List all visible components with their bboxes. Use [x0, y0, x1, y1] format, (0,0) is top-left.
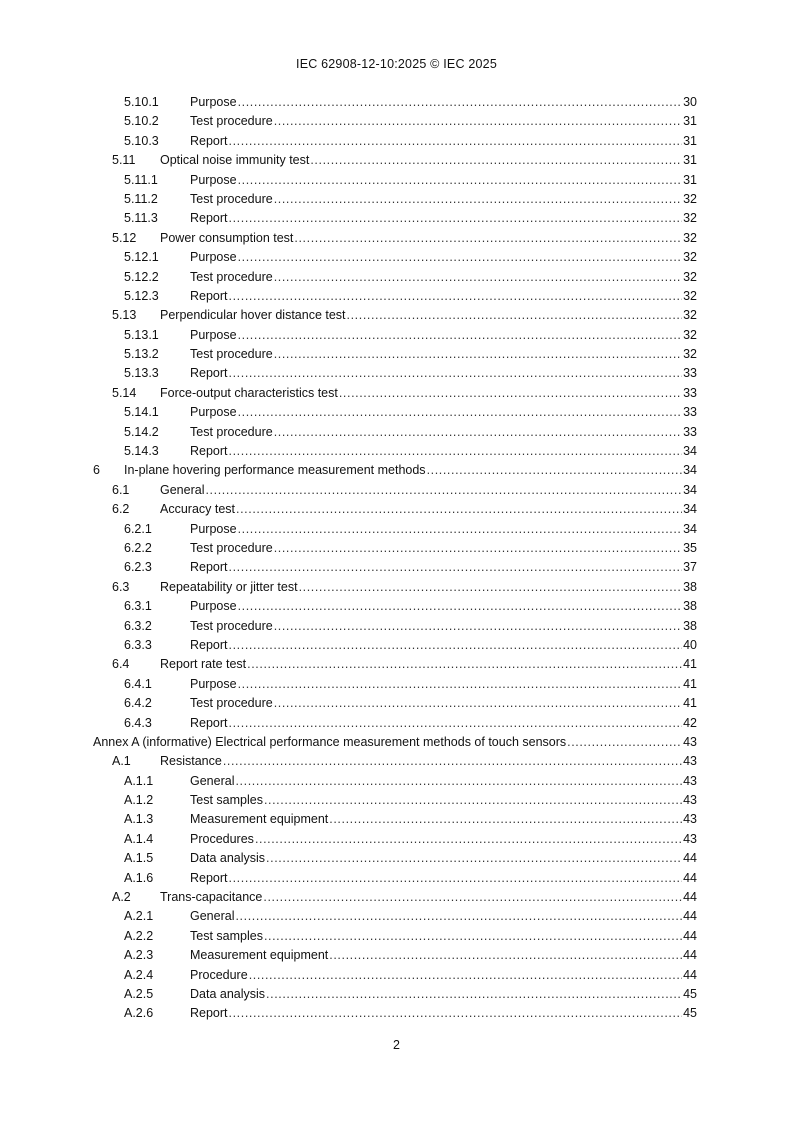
toc-entry-title: Report rate test [160, 657, 247, 672]
dot-leader [229, 442, 683, 461]
toc-entry-page: 43 [683, 793, 697, 808]
toc-entry-number: 6.1 [112, 482, 130, 497]
toc-entry-number: 6.4 [112, 657, 130, 672]
toc-entry[interactable] [0, 520, 793, 539]
toc-entry-page: 34 [683, 482, 697, 497]
toc-entry[interactable] [0, 539, 793, 558]
toc-entry-number: 6.4.1 [124, 676, 152, 691]
toc-entry[interactable] [0, 733, 793, 752]
toc-entry-title: Purpose [190, 250, 237, 265]
toc-entry-number: 6 [93, 463, 100, 478]
toc-entry-number: 6.4.2 [124, 696, 152, 711]
toc-entry-title: Annex A (informative) Electrical performance measurement methods of touch sensors [93, 734, 567, 749]
toc-entry[interactable] [0, 1004, 793, 1023]
toc-entry[interactable] [0, 93, 793, 112]
dot-leader [274, 190, 682, 209]
toc-entry[interactable] [0, 151, 793, 170]
toc-entry-title: Purpose [190, 521, 237, 536]
toc-entry-title: Report [190, 1006, 228, 1021]
dot-leader [274, 694, 682, 713]
toc-entry-title: Measurement equipment [190, 948, 329, 963]
toc-entry[interactable] [0, 907, 793, 926]
dot-leader [238, 675, 683, 694]
toc-entry-title: Report [190, 133, 228, 148]
toc-entry-number: 6.3.3 [124, 637, 152, 652]
toc-entry-number: A.1 [112, 754, 131, 769]
toc-entry-page: 41 [683, 696, 697, 711]
dot-leader [229, 636, 683, 655]
toc-entry-page: 43 [683, 734, 697, 749]
toc-entry-title: Trans-capacitance [160, 890, 263, 905]
toc-entry-title: Report [190, 637, 228, 652]
dot-leader [274, 423, 682, 442]
toc-entry-number: 6.3.2 [124, 618, 152, 633]
toc-entry-page: 44 [683, 851, 697, 866]
toc-entry[interactable] [0, 830, 793, 849]
toc-entry-number: 6.3.1 [124, 599, 152, 614]
dot-leader [249, 966, 682, 985]
toc-entry-page: 42 [683, 715, 697, 730]
toc-entry-page: 32 [683, 250, 697, 265]
toc-entry[interactable] [0, 636, 793, 655]
toc-entry-title: Purpose [190, 172, 237, 187]
toc-entry-title: Test procedure [190, 347, 273, 362]
toc-entry-title: General [190, 773, 235, 788]
toc-entry-number: 5.14.1 [124, 405, 159, 420]
dot-leader [238, 597, 683, 616]
toc-entry[interactable] [0, 403, 793, 422]
toc-entry[interactable] [0, 423, 793, 442]
toc-entry-number: A.2.3 [124, 948, 154, 963]
toc-entry-number: 5.11.1 [124, 172, 158, 187]
toc-entry-title: Power consumption test [160, 230, 294, 245]
toc-entry-number: 6.3 [112, 579, 130, 594]
toc-entry-number: 5.14.3 [124, 444, 159, 459]
toc-entry-number: 5.14 [112, 385, 137, 400]
toc-entry-page: 31 [683, 133, 697, 148]
toc-entry[interactable] [0, 849, 793, 868]
dot-leader [229, 1004, 683, 1023]
toc-entry-page: 45 [683, 1006, 697, 1021]
toc-entry[interactable] [0, 442, 793, 461]
toc-entry-page: 38 [683, 579, 697, 594]
toc-entry-number: 5.13.2 [124, 347, 159, 362]
toc-entry-page: 38 [683, 618, 697, 633]
toc-entry-page: 32 [683, 230, 697, 245]
toc-entry-title: Purpose [190, 676, 237, 691]
toc-entry-number: A.2.6 [124, 1006, 154, 1021]
toc-entry-number: 5.12.2 [124, 269, 159, 284]
toc-entry-page: 44 [683, 967, 697, 982]
toc-entry-page: 41 [683, 657, 697, 672]
toc-entry-number: 5.11.3 [124, 211, 158, 226]
toc-entry[interactable] [0, 752, 793, 771]
toc-entry[interactable] [0, 345, 793, 364]
toc-entry-title: Report [190, 870, 228, 885]
toc-entry-number: 5.10.1 [124, 95, 159, 109]
toc-entry[interactable] [0, 306, 793, 325]
toc-entry[interactable] [0, 481, 793, 500]
toc-entry-title: Test procedure [190, 114, 273, 129]
toc-entry-number: 6.2.2 [124, 540, 152, 555]
toc-entry-title: Resistance [160, 754, 222, 769]
dot-leader [229, 287, 683, 306]
toc-entry-title: Purpose [190, 95, 237, 109]
toc-entry-page: 32 [683, 211, 697, 226]
toc-entry-title: Test procedure [190, 269, 273, 284]
toc-entry-page: 33 [683, 385, 697, 400]
toc-entry-title: Measurement equipment [190, 812, 329, 827]
toc-entry-number: A.2.1 [124, 909, 154, 924]
toc-entry[interactable] [0, 461, 793, 480]
toc-entry-number: 6.2 [112, 502, 130, 517]
toc-entry-number: 5.11 [112, 153, 136, 168]
toc-entry[interactable] [0, 364, 793, 383]
dot-leader [238, 403, 683, 422]
dot-leader [247, 655, 682, 674]
toc-entry-number: 5.13.1 [124, 327, 159, 342]
toc-entry-number: A.2.4 [124, 967, 154, 982]
toc-entry-page: 33 [683, 424, 697, 439]
toc-entry[interactable] [0, 287, 793, 306]
toc-entry-page: 38 [683, 599, 697, 614]
toc-entry[interactable] [0, 927, 793, 946]
toc-entry-page: 34 [683, 521, 697, 536]
toc-entry-number: 5.12.3 [124, 288, 159, 303]
dot-leader [274, 112, 682, 131]
toc-entry[interactable] [0, 888, 793, 907]
toc-entry-number: A.1.2 [124, 793, 154, 808]
toc-entry-page: 32 [683, 191, 697, 206]
toc-entry-title: Purpose [190, 405, 237, 420]
toc-entry-page: 35 [683, 540, 697, 555]
dot-leader [427, 461, 683, 480]
toc-entry-number: 5.10.2 [124, 114, 159, 129]
toc-entry[interactable] [0, 791, 793, 810]
toc-entry-number: A.1.6 [124, 870, 154, 885]
toc-entry-title: Report [190, 444, 228, 459]
toc-entry[interactable] [0, 268, 793, 287]
toc-entry-page: 44 [683, 948, 697, 963]
toc-entry-title: Test procedure [190, 424, 273, 439]
toc-entry[interactable] [0, 810, 793, 829]
toc-entry-page: 43 [683, 773, 697, 788]
toc-entry-number: 5.11.2 [124, 191, 158, 206]
toc-entry[interactable] [0, 558, 793, 577]
toc-entry-number: A.1.4 [124, 831, 154, 846]
toc-entry-page: 30 [683, 95, 697, 109]
toc-entry-title: Report [190, 288, 228, 303]
toc-entry-page: 31 [683, 172, 697, 187]
toc-entry-page: 37 [683, 560, 697, 575]
dot-leader [299, 578, 683, 597]
dot-leader [238, 171, 683, 190]
toc-entry-page: 44 [683, 909, 697, 924]
toc-entry-number: 5.10.3 [124, 133, 159, 148]
toc-entry-page: 32 [683, 288, 697, 303]
toc-entry-title: Repeatability or jitter test [160, 579, 298, 594]
dot-leader [229, 132, 683, 151]
dot-leader [238, 326, 683, 345]
toc-entry-page: 33 [683, 405, 697, 420]
dot-leader [567, 733, 682, 752]
dot-leader [264, 791, 682, 810]
toc-entry-number: A.2.5 [124, 986, 154, 1001]
dot-leader [235, 772, 682, 791]
dot-leader [274, 345, 682, 364]
toc-entry[interactable] [0, 171, 793, 190]
toc-entry-page: 32 [683, 327, 697, 342]
toc-entry[interactable] [0, 946, 793, 965]
toc-entry-title: In-plane hovering performance measurement methods [124, 463, 426, 478]
dot-leader [329, 946, 682, 965]
toc-entry-number: 6.2.3 [124, 560, 152, 575]
page-header: IEC 62908-12-10:2025 © IEC 2025 [296, 57, 497, 71]
toc-entry-title: Test procedure [190, 696, 273, 711]
dot-leader [263, 888, 682, 907]
toc-entry-number: A.1.3 [124, 812, 154, 827]
toc-entry-page: 43 [683, 754, 697, 769]
toc-entry-page: 33 [683, 366, 697, 381]
toc-entry-title: Procedures [190, 831, 254, 846]
dot-leader [274, 268, 682, 287]
toc-entry[interactable] [0, 500, 793, 519]
dot-leader [264, 927, 682, 946]
dot-leader [329, 810, 682, 829]
dot-leader [223, 752, 682, 771]
toc-entry-number: 5.12.1 [124, 250, 159, 265]
toc-entry-title: Test samples [190, 793, 263, 808]
toc-entry-page: 45 [683, 986, 697, 1001]
dot-leader [255, 830, 682, 849]
toc-entry-title: Report [190, 715, 228, 730]
toc-entry-page: 31 [683, 153, 697, 168]
toc-entry[interactable] [0, 578, 793, 597]
toc-entry[interactable] [0, 326, 793, 345]
toc-entry[interactable] [0, 966, 793, 985]
toc-entry-title: Report [190, 211, 228, 226]
dot-leader [229, 558, 683, 577]
dot-leader [205, 481, 682, 500]
toc-entry-title: Perpendicular hover distance test [160, 308, 346, 323]
toc-entry-title: Test procedure [190, 191, 273, 206]
page-number: 2 [393, 1038, 400, 1052]
toc-entry[interactable] [0, 229, 793, 248]
toc-entry-number: 6.4.3 [124, 715, 152, 730]
toc-entry-title: Report [190, 366, 228, 381]
toc-entry-page: 44 [683, 890, 697, 905]
dot-leader [266, 985, 682, 1004]
toc-entry[interactable] [0, 384, 793, 403]
dot-leader [238, 520, 683, 539]
toc-entry[interactable] [0, 694, 793, 713]
dot-leader [310, 151, 682, 170]
toc-entry[interactable] [0, 132, 793, 151]
toc-entry-title: Accuracy test [160, 502, 236, 517]
toc-entry-number: 5.13 [112, 308, 137, 323]
toc-entry[interactable] [0, 985, 793, 1004]
toc-entry-page: 40 [683, 637, 697, 652]
toc-entry-page: 34 [683, 502, 697, 517]
toc-entry-page: 32 [683, 347, 697, 362]
toc-entry[interactable] [0, 112, 793, 131]
dot-leader [229, 869, 683, 888]
dot-leader [274, 539, 682, 558]
toc-entry-title: General [160, 482, 205, 497]
toc-entry-number: 5.12 [112, 230, 137, 245]
toc-entry-number: 5.13.3 [124, 366, 159, 381]
toc-entry-title: Optical noise immunity test [160, 153, 310, 168]
table-of-contents [0, 93, 793, 1024]
toc-entry-title: Test procedure [190, 618, 273, 633]
dot-leader [238, 248, 683, 267]
toc-entry-page: 32 [683, 269, 697, 284]
toc-entry-title: General [190, 909, 235, 924]
toc-entry-page: 44 [683, 928, 697, 943]
toc-entry-title: Purpose [190, 599, 237, 614]
dot-leader [347, 306, 683, 325]
toc-entry-page: 31 [683, 114, 697, 129]
dot-leader [235, 907, 682, 926]
dot-leader [266, 849, 682, 868]
toc-entry-title: Purpose [190, 327, 237, 342]
dot-leader [238, 93, 683, 112]
toc-entry-page: 43 [683, 831, 697, 846]
toc-entry[interactable] [0, 190, 793, 209]
toc-entry-title: Data analysis [190, 851, 266, 866]
toc-entry-title: Data analysis [190, 986, 266, 1001]
toc-entry[interactable] [0, 714, 793, 733]
toc-entry-number: 5.14.2 [124, 424, 159, 439]
toc-entry-title: Test samples [190, 928, 263, 943]
toc-entry[interactable] [0, 248, 793, 267]
toc-entry[interactable] [0, 675, 793, 694]
toc-entry[interactable] [0, 597, 793, 616]
toc-entry-page: 34 [683, 463, 697, 478]
toc-entry-title: Force-output characteristics test [160, 385, 338, 400]
dot-leader [229, 714, 683, 733]
toc-entry[interactable] [0, 209, 793, 228]
toc-entry-number: A.1.1 [124, 773, 154, 788]
toc-entry-page: 43 [683, 812, 697, 827]
dot-leader [229, 209, 683, 228]
toc-entry-page: 44 [683, 870, 697, 885]
toc-entry-number: 6.2.1 [124, 521, 152, 536]
toc-entry-title: Report [190, 560, 228, 575]
toc-entry-number: A.2 [112, 890, 131, 905]
toc-entry[interactable] [0, 869, 793, 888]
toc-entry-page: 32 [683, 308, 697, 323]
toc-entry-page: 41 [683, 676, 697, 691]
toc-entry[interactable] [0, 772, 793, 791]
dot-leader [236, 500, 682, 519]
toc-entry-number: A.2.2 [124, 928, 154, 943]
toc-entry[interactable] [0, 617, 793, 636]
dot-leader [294, 229, 682, 248]
toc-entry-title: Procedure [190, 967, 248, 982]
dot-leader [274, 617, 682, 636]
dot-leader [339, 384, 682, 403]
toc-entry-number: A.1.5 [124, 851, 154, 866]
toc-entry-title: Test procedure [190, 540, 273, 555]
dot-leader [229, 364, 683, 383]
toc-entry-page: 34 [683, 444, 697, 459]
toc-entry[interactable] [0, 655, 793, 674]
